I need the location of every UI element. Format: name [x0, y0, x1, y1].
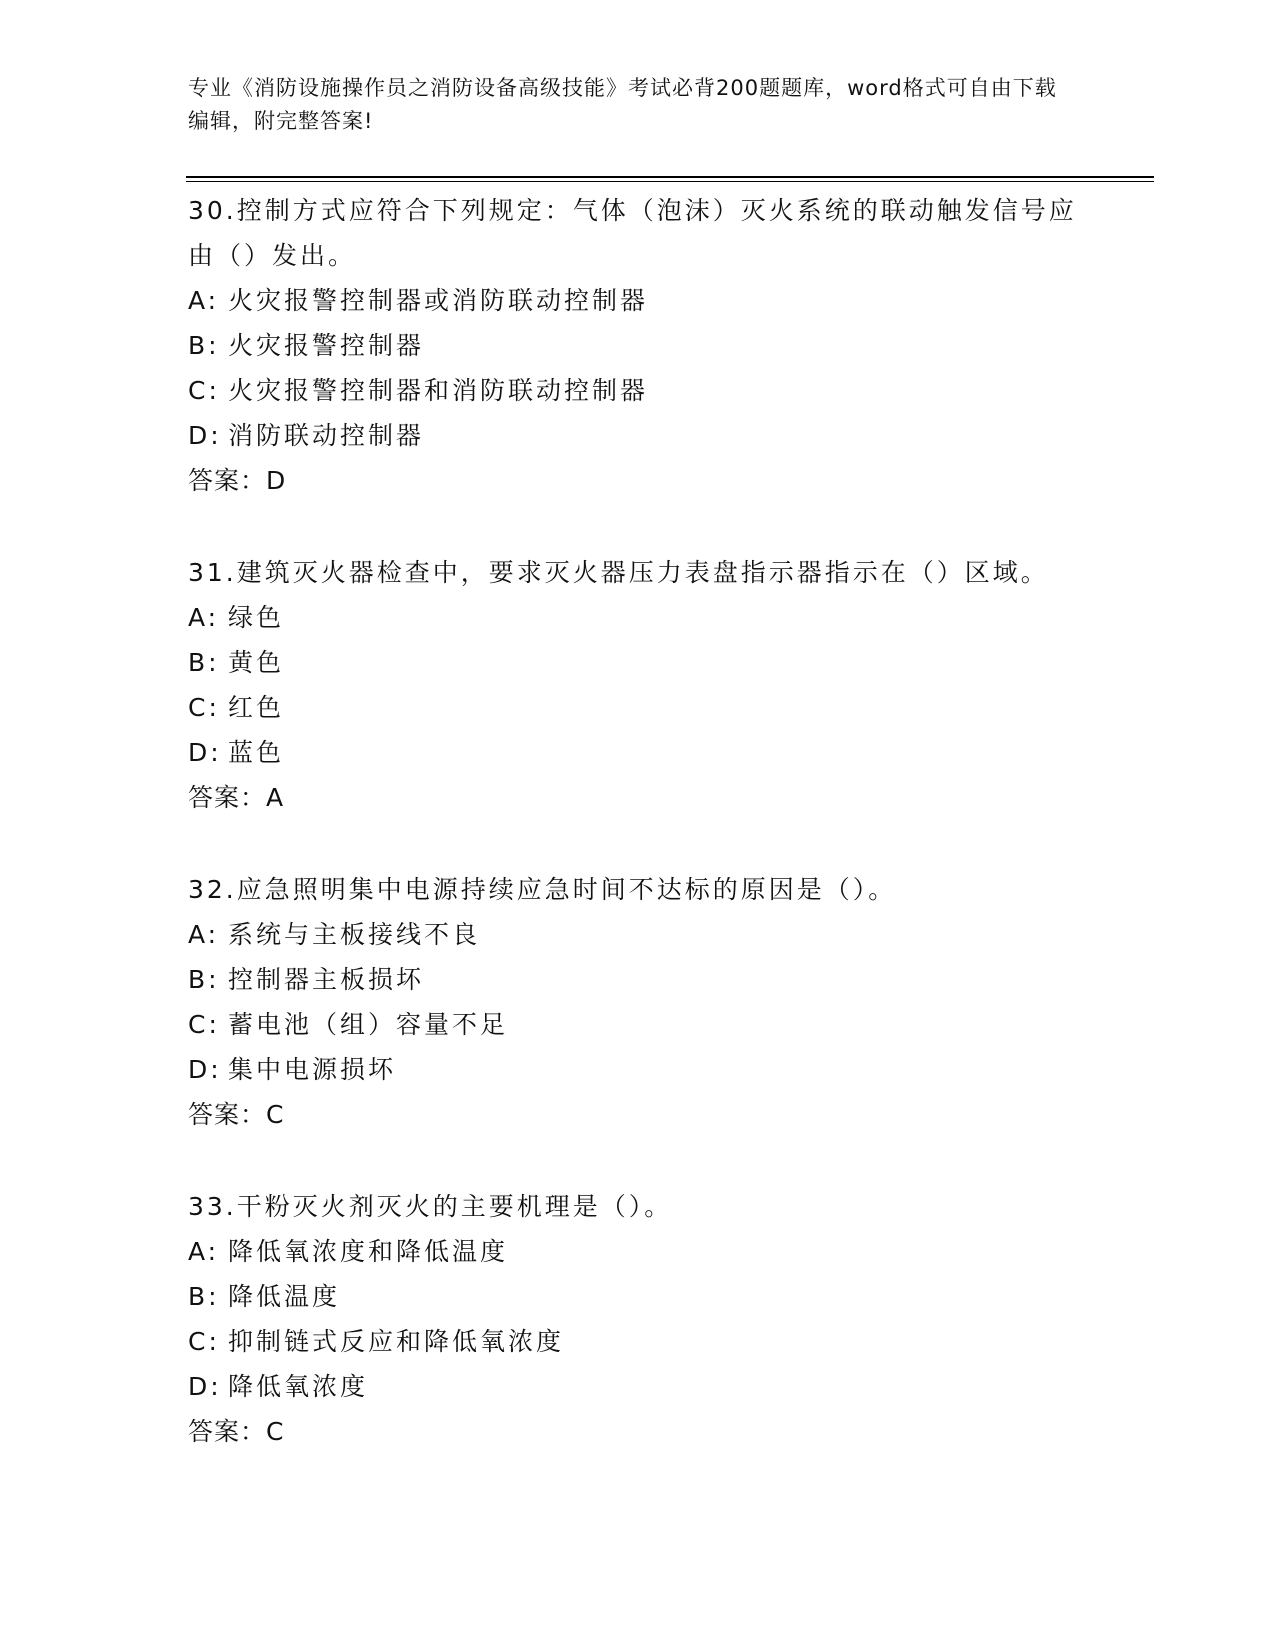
option-a: [188, 278, 1088, 323]
option-letter: D:: [188, 738, 222, 767]
answer-label: 答案：: [188, 1417, 267, 1446]
option-letter: A:: [188, 286, 220, 315]
option-text: 降低氧浓度和降低温度: [228, 1237, 509, 1266]
option-b: [188, 323, 1088, 368]
option-text: 控制器主板损坏: [228, 965, 425, 994]
question-stem: 30.控制方式应符合下列规定：气体（泡沫）灭火系统的联动触发信号应由（）发出。: [188, 196, 1077, 270]
question-30: [188, 188, 1088, 503]
option-text: 绿色: [228, 603, 285, 632]
option-letter: D:: [188, 421, 222, 450]
option-text: 抑制链式反应和降低氧浓度: [228, 1327, 565, 1356]
question-32: [188, 867, 1088, 1137]
option-b: [188, 1274, 1088, 1319]
option-c: [188, 368, 1088, 413]
option-letter: A:: [188, 920, 220, 949]
option-c: [188, 685, 1088, 730]
answer-line: [188, 1409, 1088, 1454]
option-letter: C:: [188, 1327, 220, 1356]
answer-value: D: [266, 466, 287, 495]
option-a: [188, 1229, 1088, 1274]
option-letter: A:: [188, 1237, 220, 1266]
answer-value: C: [266, 1417, 285, 1446]
option-b: [188, 640, 1088, 685]
option-text: 降低氧浓度: [228, 1372, 369, 1401]
question-stem: 31.建筑灭火器检查中，要求灭火器压力表盘指示器指示在（）区域。: [188, 558, 1049, 587]
header-rule-thin: [186, 181, 1154, 182]
option-c: [188, 1002, 1088, 1047]
option-text: 火灾报警控制器或消防联动控制器: [228, 286, 649, 315]
option-letter: A:: [188, 603, 220, 632]
option-d: [188, 1364, 1088, 1409]
question-33: [188, 1184, 1088, 1454]
answer-label: 答案：: [188, 783, 267, 812]
option-a: [188, 595, 1088, 640]
option-text: 蓄电池（组）容量不足: [228, 1010, 509, 1039]
option-letter: C:: [188, 1010, 220, 1039]
option-text: 降低温度: [228, 1282, 341, 1311]
answer-value: C: [266, 1100, 285, 1129]
option-a: [188, 912, 1088, 957]
header-rule-thick: [186, 176, 1154, 178]
question-list: [188, 188, 1088, 1501]
option-text: 消防联动控制器: [228, 421, 425, 450]
option-d: [188, 1047, 1088, 1092]
answer-label: 答案：: [188, 466, 267, 495]
answer-label: 答案：: [188, 1100, 267, 1129]
question-31: [188, 550, 1088, 820]
option-text: 系统与主板接线不良: [228, 920, 481, 949]
question-stem: 32.应急照明集中电源持续应急时间不达标的原因是（）。: [188, 875, 897, 904]
option-letter: D:: [188, 1372, 222, 1401]
option-letter: C:: [188, 693, 220, 722]
answer-value: A: [266, 783, 285, 812]
answer-line: [188, 1092, 1088, 1137]
option-text: 黄色: [228, 648, 285, 677]
option-b: [188, 957, 1088, 1002]
option-letter: B:: [188, 648, 220, 677]
option-text: 集中电源损坏: [228, 1055, 397, 1084]
option-c: [188, 1319, 1088, 1364]
option-text: 火灾报警控制器: [228, 331, 425, 360]
option-text: 火灾报警控制器和消防联动控制器: [228, 376, 649, 405]
option-text: 红色: [228, 693, 285, 722]
document-header: 专业《消防设施操作员之消防设备高级技能》考试必背200题题库，word格式可自由下载编辑，附完整答案!: [188, 76, 1057, 133]
option-letter: C:: [188, 376, 220, 405]
option-d: [188, 730, 1088, 775]
option-letter: B:: [188, 965, 220, 994]
option-letter: D:: [188, 1055, 222, 1084]
option-d: [188, 413, 1088, 458]
option-letter: B:: [188, 331, 220, 360]
answer-line: [188, 458, 1088, 503]
option-letter: B:: [188, 1282, 220, 1311]
question-stem: 33.干粉灭火剂灭火的主要机理是（）。: [188, 1192, 673, 1221]
option-text: 蓝色: [228, 738, 285, 767]
answer-line: [188, 775, 1088, 820]
